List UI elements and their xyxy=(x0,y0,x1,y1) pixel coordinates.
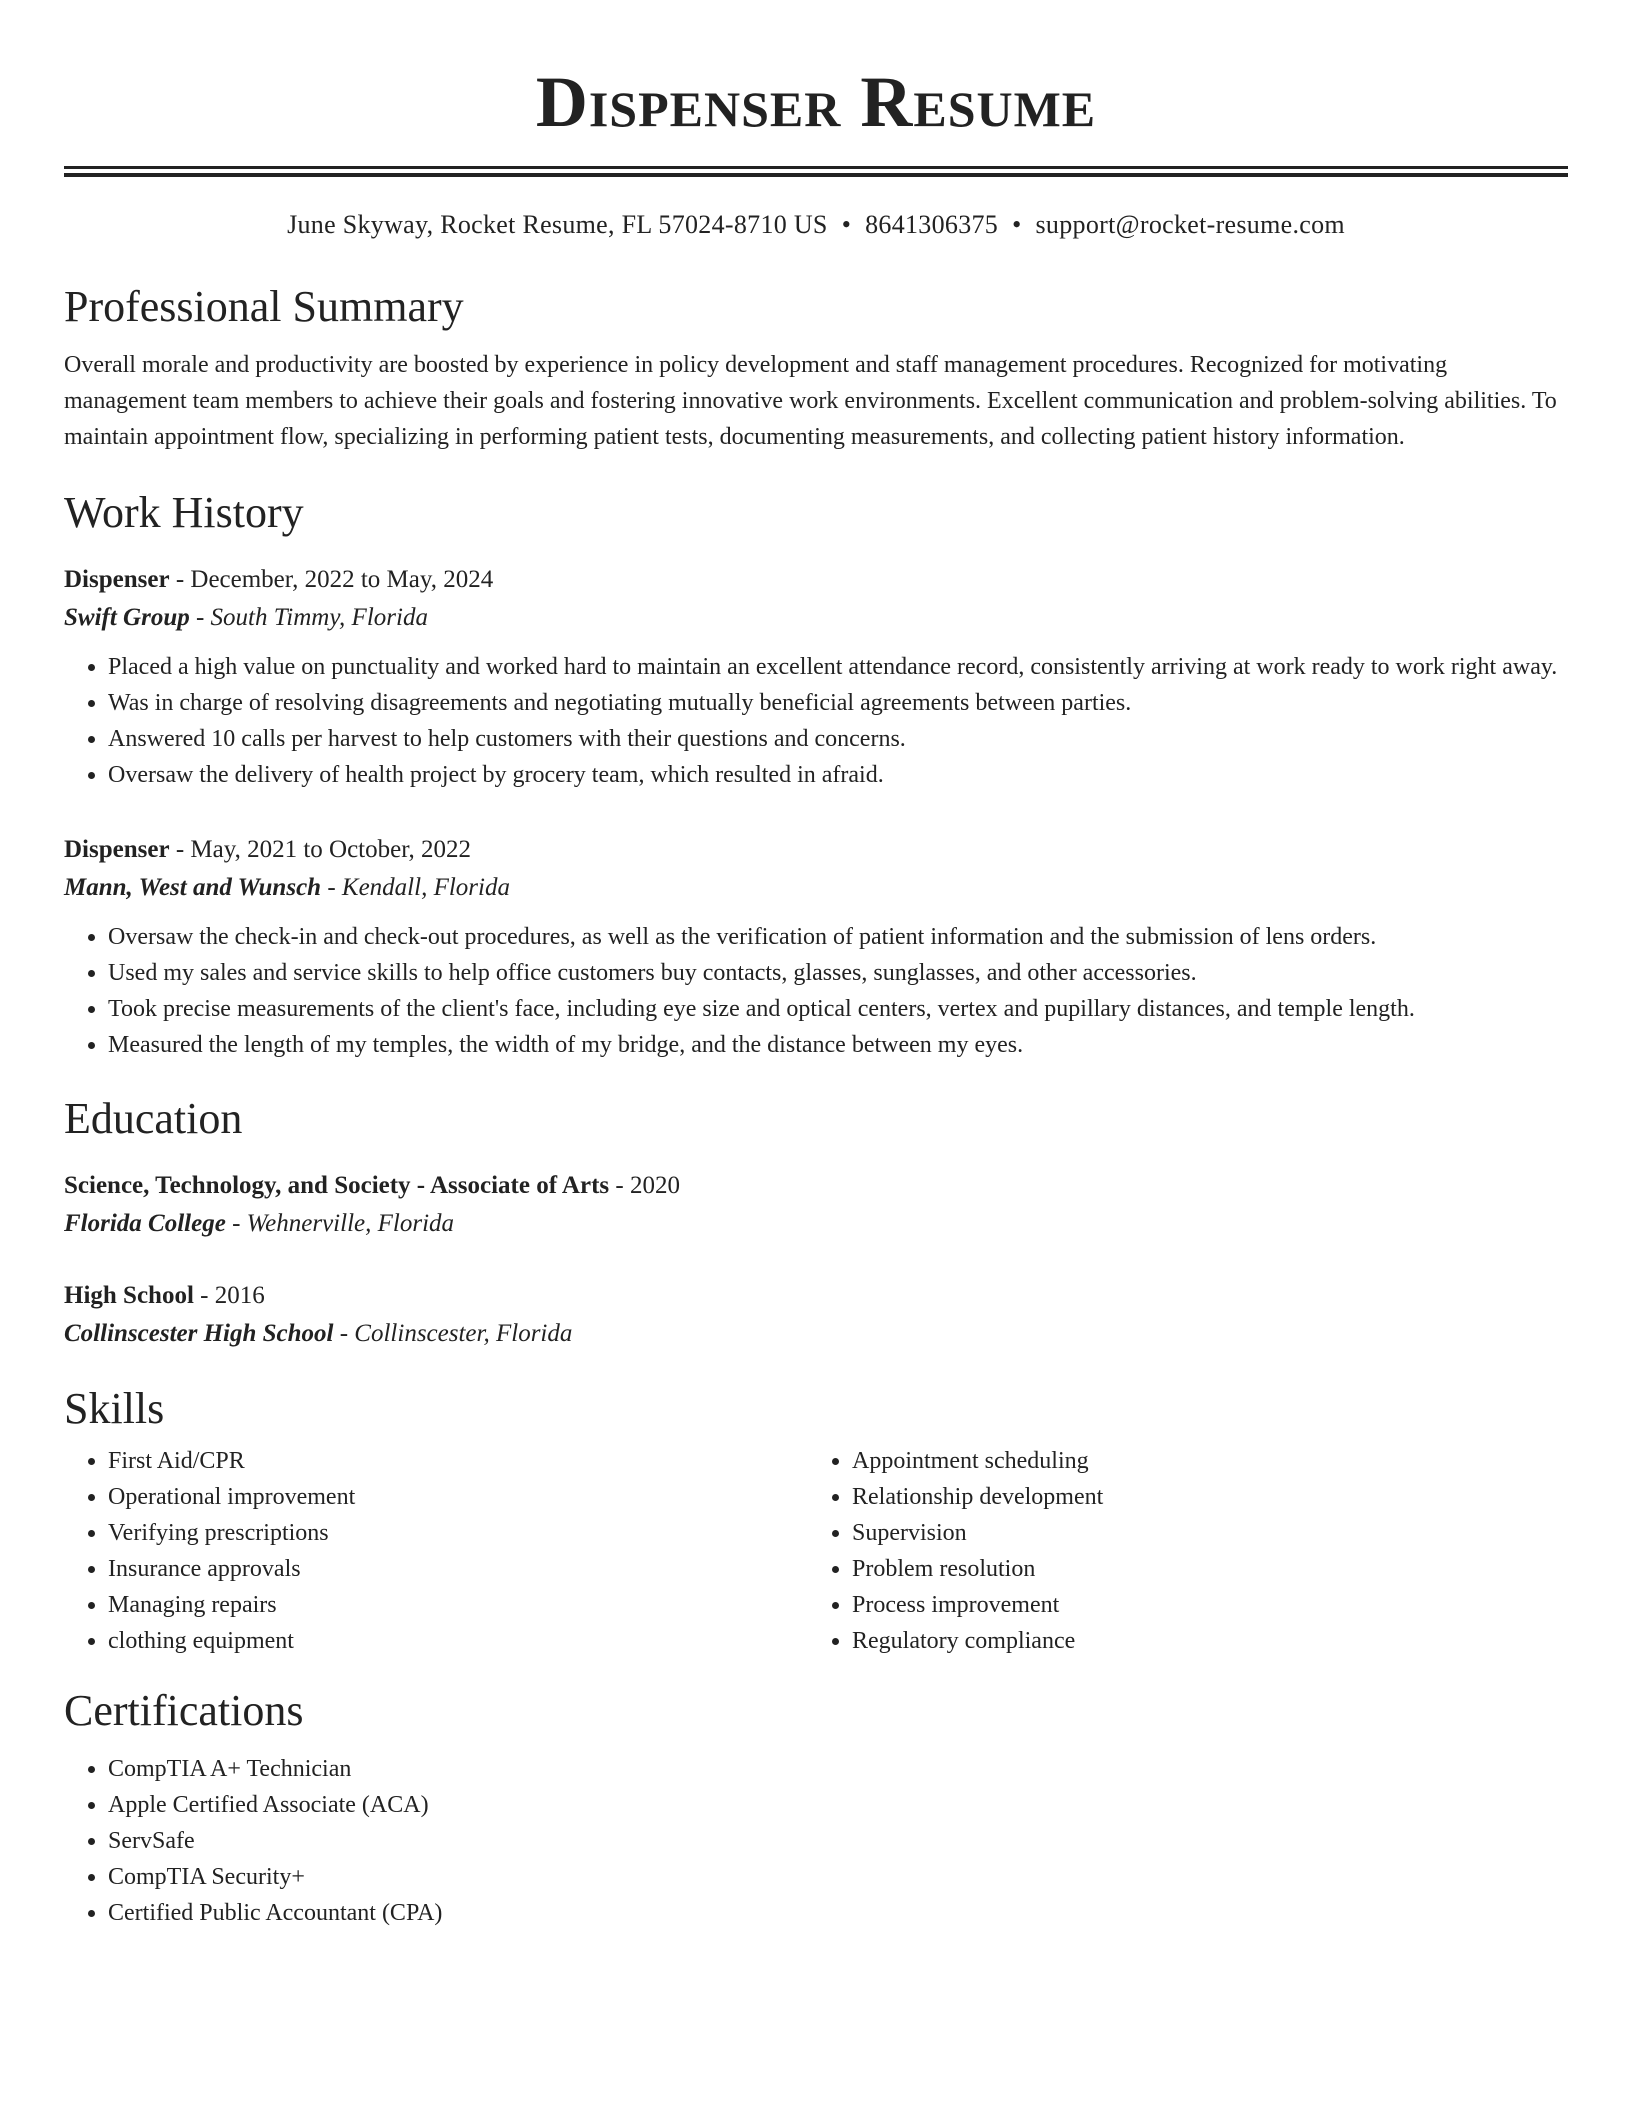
certification-item: • Certified Public Accountant (CPA) xyxy=(108,1895,1568,1931)
skill-item: • Process improvement xyxy=(852,1587,1552,1623)
skills-heading: Skills xyxy=(64,1384,165,1433)
education-entry xyxy=(64,1277,1568,1353)
skills-section xyxy=(64,1383,1568,1659)
contact-line xyxy=(64,209,1568,241)
job-title-line xyxy=(64,561,1568,599)
job-bullet: • Took precise measurements of the client's face, including eye size and optical centers, vertex and pupillary distances, and temple length. xyxy=(108,991,1568,1027)
job-dates: - May, 2021 to October, 2022 xyxy=(169,836,472,863)
contact-separator: • xyxy=(1012,210,1022,239)
certifications-section xyxy=(64,1685,1568,1931)
job-title: Dispenser xyxy=(64,566,170,593)
education-school: Florida College xyxy=(64,1210,226,1237)
job-title-line xyxy=(64,831,1568,869)
certification-item: • Apple Certified Associate (ACA) xyxy=(108,1787,1568,1823)
education-location: - Collinscester, Florida xyxy=(333,1320,573,1347)
skill-item: • Problem resolution xyxy=(852,1551,1552,1587)
skill-item: • Managing repairs xyxy=(108,1587,808,1623)
job-bullets xyxy=(64,919,1568,1063)
skill-item: • Supervision xyxy=(852,1515,1552,1551)
education-school-line xyxy=(64,1315,1568,1353)
education-degree: High School xyxy=(64,1282,194,1309)
skills-grid xyxy=(64,1443,1568,1659)
certifications-heading: Certifications xyxy=(64,1686,304,1735)
job-title: Dispenser xyxy=(64,836,170,863)
skill-item: • Regulatory compliance xyxy=(852,1623,1552,1659)
resume-title: Dispenser Resume xyxy=(535,62,1097,142)
education-heading: Education xyxy=(64,1094,243,1143)
job-entry xyxy=(64,831,1568,1063)
job-bullet: • Answered 10 calls per harvest to help customers with their questions and concerns. xyxy=(108,721,1568,757)
skill-item: • First Aid/CPR xyxy=(108,1443,808,1479)
education-location: - Wehnerville, Florida xyxy=(225,1210,455,1237)
work-history-heading: Work History xyxy=(64,488,304,537)
skill-item: • clothing equipment xyxy=(108,1623,808,1659)
work-history-section xyxy=(64,487,1568,1063)
job-company-line xyxy=(64,869,1568,907)
skill-item: • Operational improvement xyxy=(108,1479,808,1515)
job-company: Swift Group xyxy=(64,604,190,631)
contact-separator: • xyxy=(841,210,852,239)
job-company: Mann, West and Wunsch xyxy=(64,874,322,901)
job-bullet: • Placed a high value on punctuality and worked hard to maintain an excellent attendance record, consistently arriving at work ready to work right away. xyxy=(108,649,1568,685)
title-divider xyxy=(64,166,1568,177)
certification-item: • CompTIA Security+ xyxy=(108,1859,1568,1895)
education-entry xyxy=(64,1167,1568,1243)
job-location: - Kendall, Florida xyxy=(321,874,510,901)
education-year: - 2016 xyxy=(193,1282,265,1309)
job-company-line xyxy=(64,599,1568,637)
education-section xyxy=(64,1093,1568,1353)
summary-heading: Professional Summary xyxy=(64,282,464,331)
summary-section xyxy=(64,281,1568,455)
education-degree: Science, Technology, and Society - Associate of Arts xyxy=(64,1172,610,1199)
certifications-list xyxy=(64,1751,1568,1931)
job-bullet: • Oversaw the check-in and check-out procedures, as well as the verification of patient information and the submission of lens orders. xyxy=(108,919,1568,955)
contact-phone: 8641306375 xyxy=(865,210,999,239)
skill-item: • Verifying prescriptions xyxy=(108,1515,808,1551)
summary-text: Overall morale and productivity are boosted by experience in policy development and staff management procedures. Recognized for motivating management team members to achieve their goals and fostering innovative work environments. Excellent communication and problem-solving abilities. To maintain appointment flow, specializing in performing patient tests, documenting measurements, and collecting patient history information. xyxy=(64,352,1557,450)
skills-left-column xyxy=(64,1443,808,1659)
contact-address: June Skyway, Rocket Resume, FL 57024-8710 US xyxy=(287,210,828,239)
job-bullet: • Oversaw the delivery of health project by grocery team, which resulted in afraid. xyxy=(108,757,1568,793)
job-entry xyxy=(64,561,1568,793)
job-bullets xyxy=(64,649,1568,793)
job-bullet: • Measured the length of my temples, the width of my bridge, and the distance between my eyes. xyxy=(108,1027,1568,1063)
job-location: - South Timmy, Florida xyxy=(189,604,428,631)
certification-item: • CompTIA A+ Technician xyxy=(108,1751,1568,1787)
job-bullet: • Used my sales and service skills to help office customers buy contacts, glasses, sunglasses, and other accessories. xyxy=(108,955,1568,991)
certification-item: • ServSafe xyxy=(108,1823,1568,1859)
skill-item: • Relationship development xyxy=(852,1479,1552,1515)
education-school-line xyxy=(64,1205,1568,1243)
contact-email: support@rocket-resume.com xyxy=(1035,210,1345,239)
education-degree-line xyxy=(64,1167,1568,1205)
skill-item: • Insurance approvals xyxy=(108,1551,808,1587)
education-year: - 2020 xyxy=(609,1172,680,1199)
education-school: Collinscester High School xyxy=(64,1320,334,1347)
job-bullet: • Was in charge of resolving disagreements and negotiating mutually beneficial agreements between parties. xyxy=(108,685,1568,721)
job-dates: - December, 2022 to May, 2024 xyxy=(169,566,494,593)
skills-right-column xyxy=(808,1443,1552,1659)
skill-item: • Appointment scheduling xyxy=(852,1443,1552,1479)
education-degree-line xyxy=(64,1277,1568,1315)
